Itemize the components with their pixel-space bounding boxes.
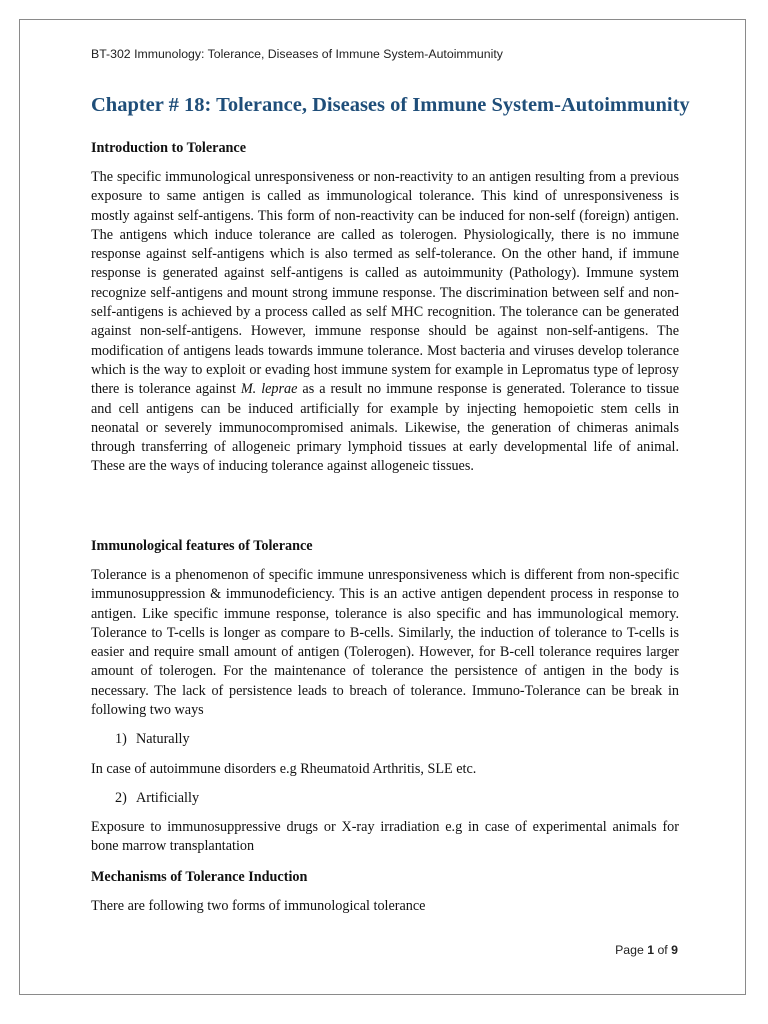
list-label: Artificially (136, 790, 200, 806)
mechanisms-paragraph: There are following two forms of immunological tolerance (91, 898, 426, 914)
list-item-naturally (115, 730, 190, 749)
chapter-title: Chapter # 18: Tolerance, Diseases of Immune System-Autoimmunity (91, 94, 690, 116)
naturally-description-block (91, 760, 679, 779)
page-number (615, 943, 678, 957)
features-body (91, 566, 679, 720)
intro-body (91, 168, 679, 477)
page-word: Page (615, 943, 644, 957)
list-number: 2) (115, 790, 127, 806)
mechanisms-section (91, 868, 679, 887)
intro-paragraph-part1: The specific immunological unresponsiveness or non-reactivity to an antigen resulting from a previous exposure to same antigen is called as immunological tolerance. This kind of unresponsiveness is mostly against self-antigens. This form of non-reactivity can be induced for non-self (foreign) antigen. The antigens which induce tolerance are called as tolerogen. Physiologically, there is no immune response against self-antigens which is also termed as self-tolerance. On the other hand, if immune response is generated against self-antigens is called as autoimmunity (Pathology). Immune system recognize self-antigens and mount strong immune response. The discrimination between self and non-self-antigens is achieved by a process called as self MHC recognition. The tolerance can be generated against non-self-antigens. However, immune response should be against non-self-antigens. The modification of antigens leads towards immune tolerance. Most bacteria and viruses develop tolerance which is the way to exploit or evading host immune system for example in Lepromatus type of leprosy there is tolerance against (91, 169, 679, 398)
artificially-description-block (91, 818, 679, 857)
page-current: 1 (647, 943, 655, 957)
naturally-description: In case of autoimmune disorders e.g Rheumatoid Arthritis, SLE etc. (91, 761, 477, 777)
list-label: Naturally (136, 731, 190, 747)
features-heading: Immunological features of Tolerance (91, 538, 313, 554)
artificially-description: Exposure to immunosuppressive drugs or X-ray irradiation e.g in case of experimental animals for bone marrow transplantation (91, 819, 679, 855)
list-item-artificially (115, 789, 199, 808)
page-of: of (657, 943, 668, 957)
mechanisms-body (91, 897, 679, 916)
mechanisms-heading: Mechanisms of Tolerance Induction (91, 869, 308, 885)
species-name: M. leprae (240, 381, 298, 398)
intro-paragraph (91, 168, 679, 477)
page-total: 9 (671, 943, 678, 957)
features-paragraph: Tolerance is a phenomenon of specific immune unresponsiveness which is different from non-specific immunosuppression & immunodeficiency. This is an active antigen dependent process in response to antigen. Like specific immune response, tolerance is also specific and has immunological memory. Tolerance to T-cells is longer as compare to B-cells. Similarly, the induction of tolerance to T-cells is easier and require small amount of antigen (Tolerogen). However, for B-cell tolerance requires larger amount of tolerogen. For the maintenance of tolerance the persistence of antigen in the body is necessary. The lack of persistence leads to breach of tolerance. Immuno-Tolerance can be break in following two ways (91, 567, 679, 719)
intro-section (91, 139, 679, 158)
running-header: BT-302 Immunology: Tolerance, Diseases of Immune System-Autoimmunity (91, 47, 503, 61)
intro-heading: Introduction to Tolerance (91, 140, 247, 156)
intro-paragraph-part2: as a result no immune response is generated. Tolerance to tissue and cell antigens can be induced artificially for example by injecting hemopoietic stem cells in neonatal or severely immunocompromised animals. Likewise, the generation of chimeras animals through transferring of allogeneic primary lymphoid tissues at early developmental life of animal. These are the ways of inducing tolerance against allogeneic tissues. (91, 381, 679, 475)
features-section (91, 537, 679, 556)
list-number: 1) (115, 731, 127, 747)
